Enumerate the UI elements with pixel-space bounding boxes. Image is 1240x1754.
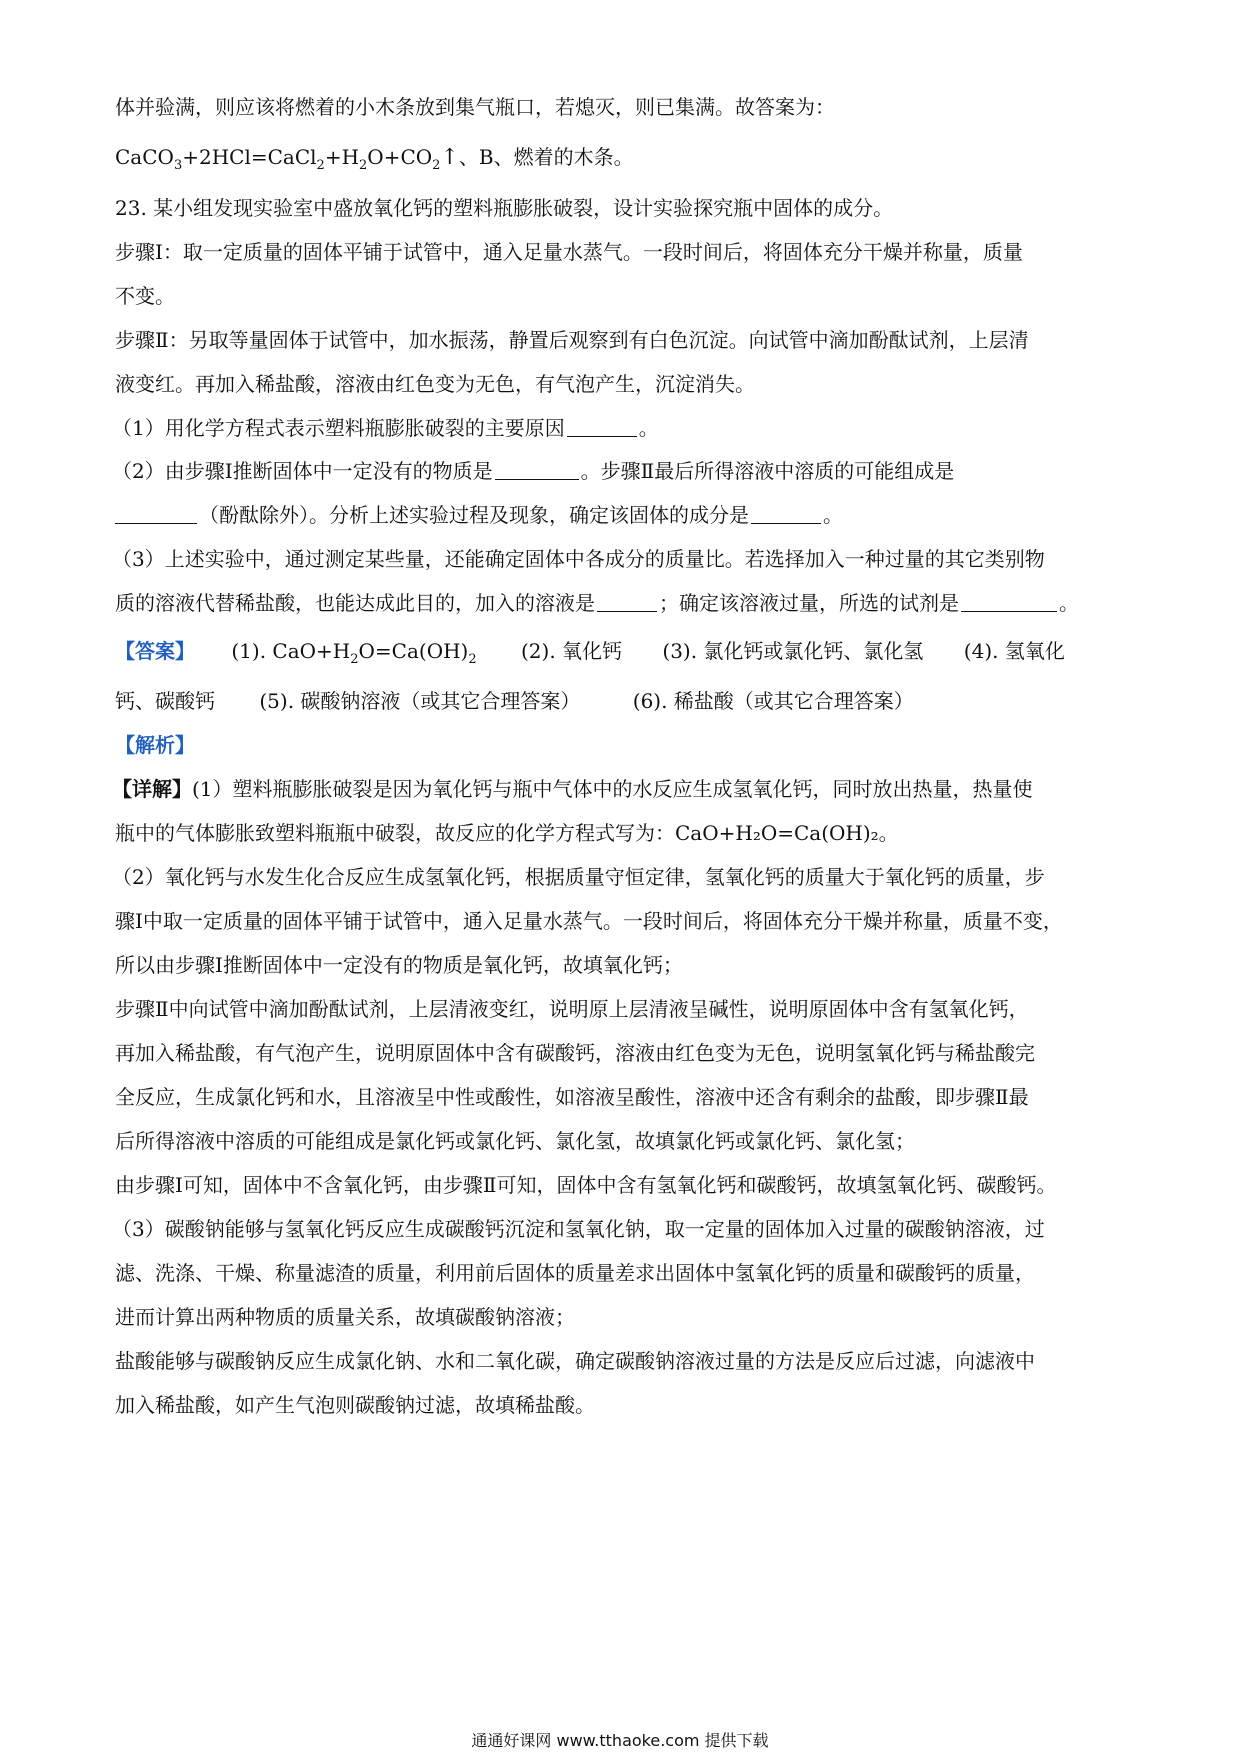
text-line: 瓶中的气体膨胀致塑料瓶瓶中破裂，故反应的化学方程式写为：CaO+H₂O=Ca(OH)₂。 — [115, 821, 899, 845]
text-segment: 。 — [823, 503, 843, 527]
text-line: 不变。 — [115, 284, 175, 308]
text-line: 加入稀盐酸，如产生气泡则碳酸钠过滤，故填稀盐酸。 — [115, 1393, 595, 1417]
text-line: 由步骤Ⅰ可知，固体中不含氧化钙，由步骤Ⅱ可知，固体中含有氢氧化钙和碳酸钙，故填氢氧化钙、碳酸钙。 — [115, 1173, 1057, 1197]
text-line — [115, 588, 1135, 618]
detail-line — [112, 774, 1132, 804]
formula-part: CaO+H — [272, 639, 351, 663]
text-line: 再加入稀盐酸，有气泡产生，说明原固体中含有碳酸钙，溶液由红色变为无色，说明氢氧化钙与稀盐酸完 — [115, 1041, 1035, 1065]
equation-line — [115, 142, 1135, 181]
formula-part: O=Ca(OH) — [358, 639, 469, 663]
answer-blank — [495, 457, 579, 480]
text-line: 骤Ⅰ中取一定质量的固体平铺于试管中，通入足量水蒸气。一段时间后，将固体充分干燥并称量，质量不变， — [115, 909, 1063, 933]
answer-item: 钙、碳酸钙 — [115, 689, 215, 713]
answer-tag: 【答案】 — [115, 639, 195, 663]
answer-blank — [751, 501, 821, 524]
formula-part: +H — [324, 145, 360, 169]
text-segment: （酚酞除外）。分析上述实验过程及现象，确定该固体的成分是 — [199, 503, 749, 527]
answer-blank — [961, 589, 1057, 612]
analysis-tag — [115, 730, 1135, 760]
formula-subscript: 2 — [350, 652, 359, 667]
text-line: 后所得溶液中溶质的可能组成是氯化钙或氯化钙、氯化氢，故填氯化钙或氯化钙、氯化氢； — [115, 1129, 915, 1153]
answer-line — [115, 686, 1135, 716]
text-line: 体并验满，则应该将燃着的小木条放到集气瓶口，若熄灭，则已集满。故答案为： — [115, 95, 835, 119]
answer-blank — [115, 501, 197, 524]
text-line: （2）氧化钙与水发生化合反应生成氢氧化钙，根据质量守恒定律，氢氧化钙的质量大于氧化钙的质量，步 — [112, 865, 1045, 889]
text-segment: 质的溶液代替稀盐酸，也能达成此目的，加入的溶液是 — [115, 591, 595, 615]
detail-tag: 【详解】 — [112, 777, 192, 801]
text-segment: （1）用化学方程式表示塑料瓶膨胀破裂的主要原因 — [112, 416, 565, 440]
page-footer: 通通好课网 www.tthaoke.com 提供下载 — [471, 1731, 769, 1750]
text-line: 所以由步骤Ⅰ推断固体中一定没有的物质是氧化钙，故填氧化钙； — [115, 953, 683, 977]
text-segment: (1）塑料瓶膨胀破裂是因为氧化钙与瓶中气体中的水反应生成氢氧化钙，同时放出热量，热量使 — [192, 777, 1033, 801]
text-line: 盐酸能够与碳酸钠反应生成氯化钠、水和二氧化碳，确定碳酸钠溶液过量的方法是反应后过滤，向滤液中 — [115, 1349, 1035, 1373]
formula-subscript: 2 — [359, 158, 368, 173]
text-line: 步骤Ⅰ：取一定质量的固体平铺于试管中，通入足量水蒸气。一段时间后，将固体充分干燥并称量，质量 — [115, 240, 1023, 264]
answer-item: (6). 稀盐酸（或其它合理答案） — [632, 689, 914, 713]
text-line: （3）碳酸钠能够与氢氧化钙反应生成碳酸钙沉淀和氢氧化钠，取一定量的固体加入过量的碳酸钠溶液，过 — [112, 1217, 1045, 1241]
formula-subscript: 2 — [316, 158, 325, 173]
text-segment: 。步骤Ⅱ最后所得溶液中溶质的可能组成是 — [580, 459, 955, 483]
tag-text: 【解析】 — [115, 733, 195, 757]
formula-subscript: 2 — [432, 158, 441, 173]
formula-subscript: 2 — [468, 652, 477, 667]
text-line: 全反应，生成氯化钙和水，且溶液呈中性或酸性，如溶液呈酸性，溶液中还含有剩余的盐酸，即步骤Ⅱ最 — [115, 1085, 1029, 1109]
text-segment: （2）由步骤Ⅰ推断固体中一定没有的物质是 — [112, 459, 493, 483]
answer-blank — [597, 589, 657, 612]
text-segment: 。 — [638, 416, 659, 440]
text-line: 液变红。再加入稀盐酸，溶液由红色变为无色，有气泡产生，沉淀消失。 — [115, 372, 755, 396]
text-line: 步骤Ⅱ中向试管中滴加酚酞试剂，上层清液变红，说明原上层清液呈碱性，说明原固体中含有氢氧化钙， — [115, 997, 1029, 1021]
sub-question-1 — [112, 413, 1132, 443]
formula-part: O+CO — [367, 145, 433, 169]
formula-subscript: 3 — [173, 158, 183, 173]
formula-part: CaCO — [115, 145, 174, 169]
answer-item — [231, 639, 477, 667]
text-line: 进而计算出两种物质的质量关系，故填碳酸钠溶液； — [115, 1305, 575, 1329]
text-line — [115, 500, 1135, 530]
question-title: 23. 某小组发现实验室中盛放氧化钙的塑料瓶膨胀破裂，设计实验探究瓶中固体的成分。 — [115, 196, 894, 220]
text-segment: 。 — [1059, 591, 1079, 615]
text-segment: ；确定该溶液过量，所选的试剂是 — [659, 591, 959, 615]
answer-item: (5). 碳酸钠溶液（或其它合理答案） — [259, 689, 581, 713]
answer-item: (3). 氯化钙或氯化钙、氯化氢 — [662, 639, 924, 663]
answer-item: (4). 氢氧化 — [963, 639, 1065, 663]
sub-question-3: （3）上述实验中，通过测定某些量，还能确定固体中各成分的质量比。若选择加入一种过量的其它类别物 — [112, 547, 1045, 571]
text-segment: 、B、燃着的木条。 — [458, 145, 634, 169]
text-segment: (1). — [231, 639, 267, 663]
answer-blank — [567, 414, 637, 437]
up-arrow-icon: ↑ — [440, 145, 459, 170]
sub-question-2 — [112, 456, 1132, 486]
text-line: 滤、洗涤、干燥、称量滤渣的质量，利用前后固体的质量差求出固体中氢氧化钙的质量和碳酸钙的质量， — [115, 1261, 1035, 1285]
formula-part: +2HCl=CaCl — [182, 145, 317, 169]
text-line: 步骤Ⅱ：另取等量固体于试管中，加水振荡，静置后观察到有白色沉淀。向试管中滴加酚酞试剂，上层清 — [115, 328, 1029, 352]
answer-item: (2). 氧化钙 — [520, 639, 623, 663]
answer-line — [115, 636, 1135, 675]
